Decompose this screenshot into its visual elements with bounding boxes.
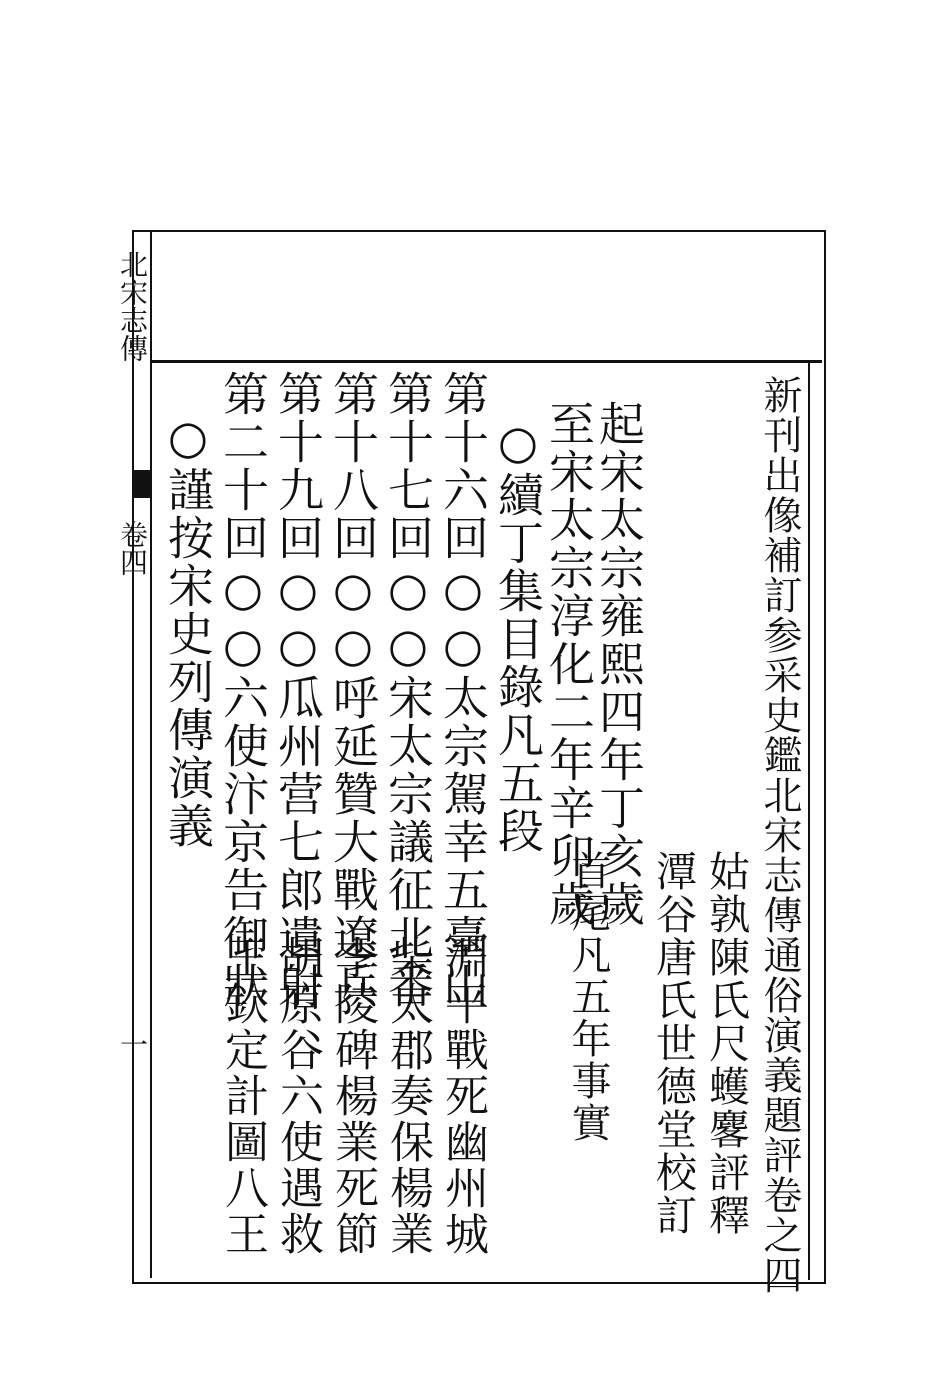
chapter-18-subtitle: 李陵碑楊業死節 [327,935,378,1257]
margin-label: 北宋志傳 [116,250,149,362]
margin-volume: 卷四 [116,520,149,576]
span-note: 首尾凡五年事實 [565,850,611,1144]
chapter-17-title: 第十七回○○宋太宗議征北番 [381,370,435,1010]
toc-heading: ○續丁集目錄凡五段 [491,415,545,855]
chapter-17-subtitle: 柴太郡奏保楊業 [382,935,433,1257]
chapter-16-subtitle: 淵平戰死幽州城 [437,935,488,1257]
margin-block [132,470,150,498]
commentator: 姑孰陳氏尺蠖𪊲評釋 [702,850,750,1237]
chapter-18-title: 第十八回○○呼延贊大戰遼兵 [326,370,380,1010]
closing-note: ○謹按宋史列傳演義 [161,410,215,850]
chapter-16-title: 第十六回○○太宗駕幸五臺山 [436,370,490,1010]
chapter-20-subtitle: 王欽定計圖八王 [217,935,268,1257]
span-end: 至宋太宗淳化二年辛卯歲 [542,400,596,928]
margin-rule [150,232,152,1278]
chapter-19-title: 第十九回○○瓜州营七郎遺射 [271,370,325,1010]
book-title: 新刊出像補訂参采史鑑北宋志傳通俗演義題評卷之四 [757,375,802,1295]
header-rule [150,360,822,363]
chapter-19-subtitle: 胡原谷六使遇救 [272,935,323,1257]
chapter-20-title: 第二十回○○六使汴京告御狀 [216,370,270,1010]
span-start: 起宋太宗雍熙四年丁亥歲 [592,400,646,928]
publisher: 潭谷唐氏世德堂校訂 [649,850,697,1237]
right-rule [808,360,810,1280]
page-number: 一 [116,1030,149,1058]
